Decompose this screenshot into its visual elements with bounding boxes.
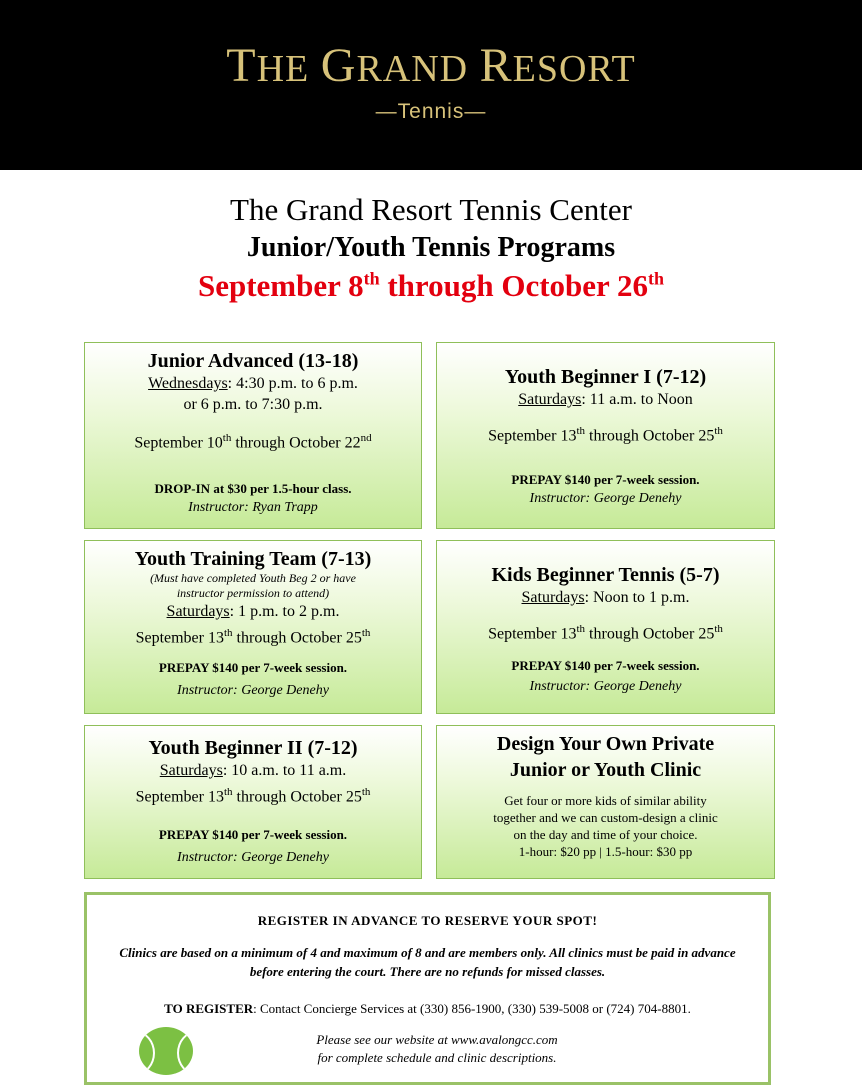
program-price: PREPAY $140 per 7-week session. bbox=[511, 472, 700, 488]
program-pricing: 1-hour: $20 pp | 1.5-hour: $30 pp bbox=[518, 844, 693, 859]
program-title: Youth Beginner II (7-12) bbox=[148, 737, 358, 759]
program-dates: September 13th through October 25th bbox=[135, 786, 371, 806]
program-title: Design Your Own Private bbox=[496, 733, 715, 755]
program-instructor: Instructor: Ryan Trapp bbox=[188, 500, 318, 516]
program-card-youth-beginner-1 bbox=[436, 342, 775, 529]
program-schedule: Saturdays: 10 a.m. to 11 a.m. bbox=[159, 762, 347, 779]
register-website-note: Please see our website at www.avalongcc.com for complete schedule and clinic descriptions. bbox=[316, 1032, 558, 1065]
brand-logo: THE GRAND RESORT bbox=[226, 39, 636, 92]
header-banner bbox=[0, 0, 862, 170]
program-title: Youth Beginner I (7-12) bbox=[504, 366, 707, 388]
program-instructor: Instructor: George Denehy bbox=[529, 491, 682, 507]
program-price: DROP-IN at $30 per 1.5-hour class. bbox=[154, 481, 352, 497]
program-price: PREPAY $140 per 7-week session. bbox=[511, 658, 700, 674]
program-card-private-clinic bbox=[436, 725, 775, 879]
program-schedule: Saturdays: 1 p.m. to 2 p.m. bbox=[166, 603, 340, 620]
program-title: Kids Beginner Tennis (5-7) bbox=[491, 564, 720, 586]
program-title: Junior Advanced (13-18) bbox=[147, 350, 359, 372]
tennis-ball-icon bbox=[139, 1027, 193, 1075]
program-card-junior-advanced bbox=[84, 342, 422, 529]
program-schedule-alt: or 6 p.m. to 7:30 p.m. bbox=[183, 396, 323, 413]
program-desc-line: on the day and time of your choice. bbox=[513, 827, 698, 842]
program-dates: September 13th through October 25th bbox=[135, 627, 371, 647]
register-policy: Clinics are based on a minimum of 4 and maximum of 8 and are members only. All clinics must be paid in advance before entering the court. There are no refunds for missed classes. bbox=[119, 945, 736, 979]
program-schedule: Wednesdays: 4:30 p.m. to 6 p.m. bbox=[148, 375, 358, 392]
brand-subtitle: —Tennis— bbox=[375, 100, 487, 123]
program-title: Youth Training Team (7-13) bbox=[134, 548, 372, 570]
register-contact: TO REGISTER: Contact Concierge Services at (330) 856-1900, (330) 539-5008 or (724) 704-8801. bbox=[164, 1001, 691, 1016]
page-subtitle: Junior/Youth Tennis Programs bbox=[246, 232, 616, 263]
program-schedule: Saturdays: 11 a.m. to Noon bbox=[518, 391, 693, 408]
program-instructor: Instructor: George Denehy bbox=[529, 679, 682, 695]
program-dates: September 10th through October 22nd bbox=[134, 432, 372, 452]
program-dates: September 13th through October 25th bbox=[488, 623, 723, 643]
program-price: PREPAY $140 per 7-week session. bbox=[158, 660, 348, 676]
program-card-training-team bbox=[84, 540, 422, 714]
program-instructor: Instructor: George Denehy bbox=[177, 683, 329, 699]
register-heading: REGISTER IN ADVANCE TO RESERVE YOUR SPOT! bbox=[257, 913, 598, 928]
page-title: The Grand Resort Tennis Center bbox=[230, 192, 632, 227]
program-desc-line: together and we can custom-design a clinic bbox=[493, 810, 718, 825]
program-desc-line: Get four or more kids of similar ability bbox=[504, 793, 707, 808]
program-instructor: Instructor: George Denehy bbox=[177, 850, 329, 866]
date-range: September 8th through October 26th bbox=[197, 268, 665, 303]
program-title-2: Junior or Youth Clinic bbox=[509, 759, 702, 781]
program-card-youth-beginner-2 bbox=[84, 725, 422, 879]
program-price: PREPAY $140 per 7-week session. bbox=[158, 827, 348, 843]
program-card-kids-beginner bbox=[436, 540, 775, 714]
program-note: (Must have completed Youth Beg 2 or have instructor permission to attend) bbox=[150, 571, 356, 600]
program-schedule: Saturdays: Noon to 1 p.m. bbox=[521, 589, 690, 606]
program-dates: September 13th through October 25th bbox=[488, 425, 723, 445]
registration-box bbox=[84, 892, 771, 1085]
